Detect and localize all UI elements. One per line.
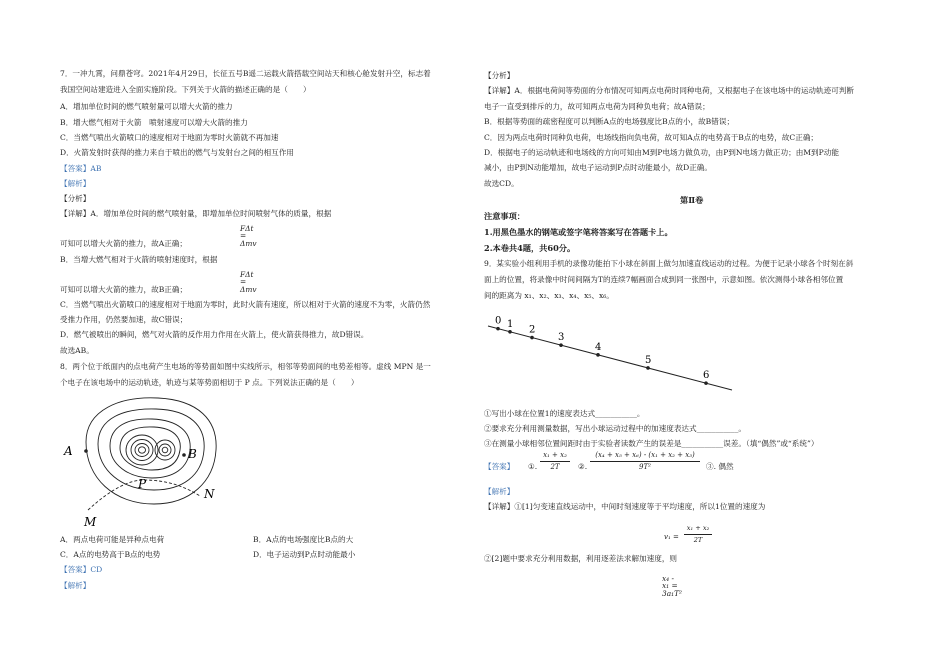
- incline-point-4: [596, 353, 600, 357]
- q9-answer-2-fraction: [590, 452, 700, 471]
- point-b-dot: [182, 453, 186, 457]
- q7-option-a: A．增加单位时间的燃气喷射量可以增大火箭的推力: [60, 102, 233, 111]
- q9-stem-line1: 9．某实验小组利用手机的录像功能拍下小球在斜面上做匀加速直线运动的过程。为便于记录小球各个时刻在斜: [484, 259, 854, 268]
- q7-stem-line1: 7．一冲九霄，问鼎苍穹。2021年4月29日，长征五号B遥二运载火箭搭载空间站天和核心舱发射升空，标志着: [60, 69, 431, 78]
- incline-point-2: [530, 336, 534, 340]
- q7-detail-line2: 可知可以增大火箭的推力，故A正确；: [60, 239, 187, 248]
- q8-stem-line1: 8．两个位于纸面内的点电荷产生电场的等势面如图中实线所示，相邻等势面间的电势差相等。虚线 MPN 是一: [60, 362, 431, 371]
- charge-b-ring-2: [159, 444, 171, 456]
- q8-detail-line3: B．根据等势面的疏密程度可以判断A点的电场强度比B点的小，故B错误；: [484, 117, 735, 126]
- incline-label-0: 0: [495, 315, 502, 327]
- q9-answer-2-denominator: 9T²: [639, 463, 651, 471]
- incline-point-1: [508, 330, 512, 334]
- q9-analysis-tag: 【解析】: [484, 487, 515, 496]
- q8-stem-line2: 个电子在该电场中的运动轨迹，轨迹与某等势面相切于 P 点。下列说法正确的是（ ）: [60, 378, 359, 387]
- incline-point-3: [559, 343, 563, 347]
- q7-answer: 【答案】AB: [60, 164, 102, 173]
- notice-item-2: 2.本卷共4题，共60分。: [484, 243, 576, 253]
- q7-conclusion: 故选AB。: [60, 346, 94, 355]
- q9-answer-1-fraction: [540, 452, 570, 471]
- notice-item-1: 1.用黑色墨水的钢笔或签字笔将答案写在答题卡上。: [484, 227, 673, 237]
- incline-label-5: 5: [645, 354, 652, 366]
- q7-option-c: C．当燃气喷出火箭喷口的速度相对于地面为零时火箭就不再加速: [60, 133, 279, 142]
- charge-b-ring-3: [162, 447, 168, 453]
- q9-stem-line2: 面上的位置，将录像中时间间隔为T的连续7幅画面合成到同一张图中，示意如图。依次测得小球各相邻位置: [484, 275, 844, 284]
- q7-detail-line5: C．当燃气喷出火箭喷口的速度相对于地面为零时，此时火箭有速度，所以相对于火箭的速度不为零，火箭仍然: [60, 300, 431, 309]
- incline-label-2: 2: [529, 324, 536, 336]
- q8-detail-line4: C．因为两点电荷时同种负电荷，电场线指向负电荷，故可知A点的电势高于B点的电势，故C正确；: [484, 133, 819, 142]
- q9-v1-lhs: v₁ =: [664, 533, 679, 541]
- charge-a-ring-4: [139, 447, 146, 453]
- notice-heading: 注意事项：: [484, 211, 525, 221]
- q8-conclusion: 故选CD。: [484, 179, 519, 188]
- q7-equation-2: FΔt = Δmv: [240, 270, 257, 294]
- q7-detail-line1: 【详解】A．增加单位时间的燃气喷射量，即增加单位时间喷射气体的质量，根据: [60, 209, 332, 218]
- q8-detail-line1: 【详解】A．根据电荷间等势面的分布情况可知两点电荷时同种电荷，又根据电子在该电场中的运动轨迹可判断: [484, 86, 854, 95]
- q9-sub-1: ①写出小球在位置1的速度表达式___________。: [484, 409, 645, 418]
- incline-point-5: [646, 366, 650, 370]
- q8-fenxi: 【分析】: [484, 71, 515, 80]
- q9-sub-2: ②要求充分利用测量数据，写出小球运动过程中的加速度表达式___________。: [484, 424, 746, 433]
- q9-stem-line3: 间的距离为 x₁、x₂、x₃、x₄、x₅、x₆。: [484, 291, 614, 300]
- q7-fenxi: 【分析】: [60, 194, 91, 203]
- incline-figure: [484, 308, 734, 398]
- q7-detail-line7: D．燃气被喷出的瞬间，燃气对火箭的反作用力作用在火箭上，使火箭获得推力，故D错误。: [60, 330, 369, 339]
- q9-answer-2-label: ②.: [578, 462, 588, 471]
- q7-detail-line6: 受推力作用，仍然要加速，故C错误；: [60, 315, 188, 324]
- q9-answer-1-numerator: x₁ + x₂: [540, 452, 570, 462]
- q8-detail-line5: D．根据电子的运动轨迹和电场线的方向可知由M到P电场力做负功，由P到N电场力做正功；由M到P动能: [484, 148, 839, 157]
- label-b: B: [188, 447, 197, 461]
- q8-option-b: B．A点的电场强度比B点的大: [253, 535, 354, 544]
- q9-answer-2-numerator: (x₄ + x₅ + x₆) - (x₁ + x₂ + x₃): [590, 452, 700, 462]
- incline-label-1: 1: [507, 318, 514, 330]
- point-a-dot: [84, 449, 88, 453]
- equipotential-figure: [58, 392, 228, 532]
- q7-detail-line3: B．当增大燃气相对于火箭的喷射速度时，根据: [60, 255, 218, 264]
- q7-option-b: B．增大燃气相对于火箭 喷射速度可以增大火箭的推力: [60, 118, 248, 127]
- charge-a-ring-3: [135, 444, 149, 457]
- charge-a-ring-2: [131, 440, 153, 461]
- q7-equation-1: FΔt = Δmv: [240, 224, 257, 248]
- label-n: N: [204, 487, 215, 501]
- q9-detail-line2: ②[2]题中要求充分利用数据，利用逐差法求解加速度，则: [484, 554, 678, 563]
- label-m: M: [84, 515, 97, 529]
- q7-option-d: D．火箭发射时获得的推力来自于喷出的燃气与发射台之间的相互作用: [60, 148, 294, 157]
- q7-stem-line2: 我国空间站建造进入全面实施阶段。下列关于火箭的描述正确的是（ ）: [60, 85, 311, 94]
- incline-point-6: [704, 381, 708, 385]
- q9-sub-3: ③在测量小球相邻位置间距时由于实验者读数产生的误差是___________误差。（填“偶然”或“系统”）: [484, 439, 819, 448]
- part2-title: 第Ⅱ卷: [680, 195, 704, 205]
- q8-analysis-tag: 【解析】: [60, 581, 91, 590]
- q8-option-d: D．电子运动到P点时动能最小: [253, 550, 356, 559]
- q8-option-c: C．A点的电势高于B点的电势: [60, 550, 161, 559]
- label-p: P: [138, 477, 147, 491]
- q9-answer-3: ③. 偶然: [706, 462, 734, 471]
- q8-detail-line6: 减小，由P到N动能增加，故电子运动到P点时动能最小，故D正确。: [484, 163, 712, 172]
- q8-option-a: A．两点电荷可能是异种点电荷: [60, 535, 165, 544]
- q9-answer-1-denominator: 2T: [550, 463, 560, 471]
- q7-analysis-tag: 【解析】: [60, 179, 91, 188]
- equipotential-ring-3: [110, 419, 190, 478]
- q9-v1-denominator: 2T: [693, 535, 703, 544]
- incline-line: [488, 326, 732, 390]
- q9-v1-fraction: [684, 525, 712, 543]
- incline-label-4: 4: [595, 341, 602, 353]
- q8-answer: 【答案】CD: [60, 565, 103, 574]
- q9-answer-1-label: ①.: [528, 462, 538, 471]
- incline-label-6: 6: [703, 370, 710, 382]
- q8-detail-line2: 电子一直受到排斥的力，故可知两点电荷为同种负电荷；故A错误；: [484, 102, 710, 111]
- q9-answer-tag: 【答案】: [484, 462, 515, 471]
- label-a: A: [64, 444, 73, 458]
- q7-detail-line4: 可知可以增大火箭的推力，故B正确；: [60, 285, 188, 294]
- q9-v1-numerator: x₁ + x₂: [684, 525, 712, 535]
- q9-detail-line1: 【详解】①[1]匀变速直线运动中，中间时刻速度等于平均速度，所以1位置的速度为: [484, 502, 766, 511]
- incline-label-3: 3: [558, 332, 565, 344]
- q9-equation-last: x₄ - x₁ = 3a₁T²: [662, 574, 682, 598]
- incline-point-0: [496, 327, 500, 331]
